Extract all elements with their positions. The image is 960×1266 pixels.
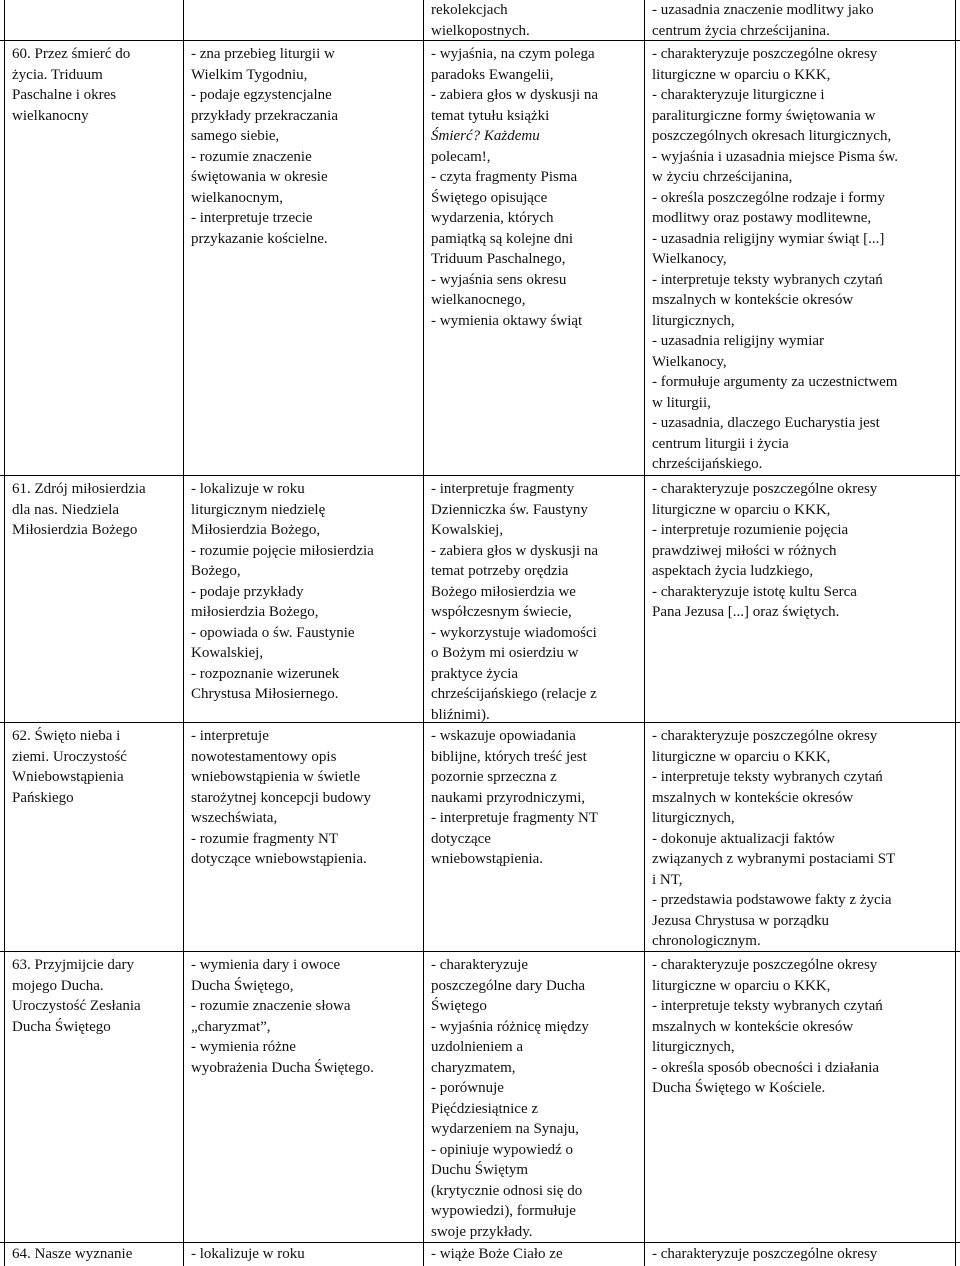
text-line: liturgiczne w oparciu o KKK,	[652, 501, 831, 518]
text-line: ziemi. Uroczystość	[12, 748, 127, 765]
text-line: - opiniuje wypowiedź o	[431, 1141, 574, 1158]
text-line: wniebowstąpienia.	[431, 851, 544, 867]
text-line: (krytycznie odnosi się do	[431, 1182, 583, 1199]
text-line: - wyjaśnia, na czym polega	[431, 46, 595, 62]
text-line: nowotestamentowy opis	[191, 748, 337, 765]
text-line: Wielkanocy,	[652, 251, 727, 267]
text-line: pamiątką są kolejne dni	[431, 230, 574, 247]
text-line: - rozumie fragmenty NT	[191, 830, 339, 847]
text-line: modlitwy oraz postawy modlitewne,	[652, 210, 872, 226]
row-divider	[0, 1242, 960, 1243]
text-line: przykłady przekraczania	[191, 107, 338, 124]
text-line: - lokalizuje w roku	[191, 481, 305, 497]
text-line: - opowiada o św. Faustynie	[191, 624, 355, 641]
text-line: liturgicznych,	[652, 810, 735, 826]
text-line: Triduum Paschalnego,	[431, 251, 566, 267]
text-line: liturgicznym niedzielę	[191, 501, 326, 518]
column-divider	[423, 0, 424, 1266]
text-line: naukami przyrodniczymi,	[431, 789, 586, 806]
text-line: polecam!,	[431, 148, 491, 165]
text-line: 60. Przez śmierć do	[12, 46, 131, 62]
text-line: - zna przebieg liturgii w	[191, 46, 335, 62]
text-line: prawdziwej miłości w różnych	[652, 542, 837, 559]
extended-b-61	[652, 479, 942, 623]
extended-b-63	[652, 955, 942, 1099]
text-line: 61. Zdrój miłosierdzia	[12, 481, 146, 497]
text-line: Bożego,	[191, 563, 241, 579]
text-line: - charakteryzuje poszczególne okresy	[652, 728, 878, 744]
text-line: - charakteryzuje istotę kultu Serca	[652, 583, 857, 600]
topic-60	[12, 44, 178, 126]
text-line: 64. Nasze wyznanie	[12, 1246, 133, 1262]
topic-61	[12, 479, 178, 541]
prev-row-extended-a	[431, 0, 639, 41]
text-line: - lokalizuje w roku	[191, 1246, 305, 1262]
text-line: Wniebowstąpienia	[12, 769, 124, 785]
basic-61	[191, 479, 417, 705]
text-line: centrum życia chrześcijanina.	[652, 22, 830, 39]
text-line: współczesnym świecie,	[431, 604, 572, 620]
text-line: Jezusa Chrystusa w porządku	[652, 912, 830, 929]
text-line: - interpretuje teksty wybranych czytań	[652, 769, 883, 785]
text-line: „charyzmat”,	[191, 1018, 271, 1035]
text-line: - charakteryzuje poszczególne okresy	[652, 957, 878, 973]
text-line: poszczególnych okresach liturgicznych,	[652, 128, 892, 144]
text-line: życia. Triduum	[12, 66, 103, 83]
text-line: mszalnych w kontekście okresów	[652, 292, 854, 308]
extended-a-62	[431, 726, 639, 870]
text-line: - rozpoznanie wizerunek	[191, 665, 340, 682]
text-line: - interpretuje	[191, 728, 269, 744]
text-line: Duchu Świętym	[431, 1162, 529, 1178]
text-line: biblijne, których treść jest	[431, 748, 587, 765]
text-line: - interpretuje trzecie	[191, 210, 313, 226]
column-divider	[4, 0, 5, 1266]
extended-a-63	[431, 955, 639, 1242]
text-line: - określa poszczególne rodzaje i formy	[652, 189, 885, 206]
text-line: charyzmatem,	[431, 1059, 516, 1076]
text-line: paradoks Ewangelii,	[431, 66, 554, 83]
basic-64	[191, 1244, 417, 1265]
text-line: bliźnimi).	[431, 706, 490, 723]
text-line: Kowalskiej,	[431, 522, 504, 538]
text-line: - rozumie znaczenie słowa	[191, 998, 351, 1014]
text-line: starożytnej koncepcji budowy	[191, 789, 371, 806]
text-line: - wymienia dary i owoce	[191, 957, 341, 973]
text-line: liturgicznych,	[652, 312, 735, 329]
text-line: w liturgii,	[652, 394, 711, 411]
text-line: mszalnych w kontekście okresów	[652, 789, 854, 806]
text-line: Wielkim Tygodniu,	[191, 66, 308, 83]
basic-60	[191, 44, 417, 249]
text-line: paraliturgiczne formy świętowania w	[652, 107, 876, 124]
text-line: - zabiera głos w dyskusji na	[431, 542, 599, 559]
text-line: Dzienniczka św. Faustyny	[431, 501, 588, 518]
text-line: chrześcijańskiego.	[652, 456, 763, 472]
text-line: - wyjaśnia i uzasadnia miejsce Pisma św.	[652, 148, 899, 165]
text-line: Pięćdziesiątnice z	[431, 1100, 539, 1117]
text-line: - wiąże Boże Ciało ze	[431, 1246, 563, 1262]
text-line: Świętego opisujące	[431, 189, 548, 206]
text-line: Bożego miłosierdzia we	[431, 583, 576, 600]
text-line: pozornie sprzeczna z	[431, 769, 557, 785]
text-line: - charakteryzuje liturgiczne i	[652, 87, 825, 103]
text-line: liturgicznych,	[652, 1039, 735, 1055]
text-line: - uzasadnia religijny wymiar	[652, 333, 825, 349]
text-line: wypowiedzi), formułuje	[431, 1203, 576, 1219]
text-line: Uroczystość Zesłania	[12, 998, 141, 1014]
text-line: wielkanocnego,	[431, 292, 526, 308]
text-line: centrum liturgii i życia	[652, 435, 789, 452]
column-divider	[644, 0, 645, 1266]
text-line: i NT,	[652, 871, 683, 888]
text-line: mojego Ducha.	[12, 977, 104, 994]
basic-63	[191, 955, 417, 1078]
text-line: - charakteryzuje	[431, 957, 529, 973]
topic-64	[12, 1244, 178, 1265]
text-line: wszechświata,	[191, 810, 278, 826]
text-line: Paschalne i okres	[12, 87, 117, 103]
topic-62	[12, 726, 178, 808]
text-line: Ducha Świętego w Kościele.	[652, 1080, 826, 1096]
text-line: - interpretuje fragmenty	[431, 481, 575, 497]
text-line: w życiu chrześcijanina,	[652, 169, 793, 185]
text-line: - wymienia różne	[191, 1039, 296, 1055]
text-line: - formułuje argumenty za uczestnictwem	[652, 374, 898, 390]
text-line: liturgiczne w oparciu o KKK,	[652, 748, 831, 765]
text-line: liturgiczne w oparciu o KKK,	[652, 66, 831, 83]
row-divider	[0, 475, 960, 476]
book-title-line: Śmierć? Każdemu	[431, 128, 540, 144]
text-line: Ducha Świętego	[12, 1018, 111, 1035]
text-line: 62. Święto nieba i	[12, 728, 121, 744]
text-line: Pana Jezusa [...] oraz świętych.	[652, 604, 840, 620]
text-line: dla nas. Niedziela	[12, 501, 120, 518]
text-line: - czyta fragmenty Pisma	[431, 169, 578, 185]
text-line: Świętego	[431, 998, 487, 1014]
text-line: rekolekcjach	[431, 2, 508, 18]
text-line: wydarzenia, których	[431, 210, 554, 226]
text-line: wydarzeniem na Synaju,	[431, 1121, 579, 1137]
text-line: mszalnych w kontekście okresów	[652, 1018, 854, 1035]
text-line: miłosierdzia Bożego,	[191, 604, 319, 620]
extended-b-62	[652, 726, 942, 952]
text-line: poszczególne dary Ducha	[431, 977, 586, 994]
topic-63	[12, 955, 178, 1037]
text-line: Pańskiego	[12, 789, 74, 806]
column-divider	[183, 0, 184, 1266]
text-line: - uzasadnia, dlaczego Eucharystia jest	[652, 415, 880, 431]
text-line: wielkanocny	[12, 107, 89, 124]
extended-a-60	[431, 44, 639, 331]
text-line: - uzasadnia znaczenie modlitwy jako	[652, 2, 874, 18]
text-line: o Bożym mi osierdziu w	[431, 645, 579, 661]
text-line: - rozumie pojęcie miłosierdzia	[191, 542, 374, 559]
text-line: praktyce życia	[431, 665, 519, 682]
text-line: wyobrażenia Ducha Świętego.	[191, 1059, 374, 1076]
text-line: - określa sposób obecności i działania	[652, 1059, 880, 1076]
text-line: - przedstawia podstawowe fakty z życia	[652, 892, 892, 908]
text-line: - podaje egzystencjalne	[191, 87, 332, 103]
text-line: wielkanocnym,	[191, 189, 284, 206]
text-line: - interpretuje rozumienie pojęcia	[652, 522, 849, 538]
prev-row-extended-b	[652, 0, 942, 41]
text-line: - charakteryzuje poszczególne okresy	[652, 481, 878, 497]
text-line: przykazanie kościelne.	[191, 230, 328, 247]
text-line: liturgiczne w oparciu o KKK,	[652, 977, 831, 994]
extended-b-64	[652, 1244, 942, 1265]
text-line: temat tytułu książki	[431, 107, 550, 124]
text-line: - uzasadnia religijny wymiar świąt [...]	[652, 230, 885, 247]
text-line: Kowalskiej,	[191, 645, 264, 661]
text-line: - wykorzystuje wiadomości	[431, 624, 597, 641]
extended-a-61	[431, 479, 639, 725]
text-line: - interpretuje fragmenty NT	[431, 810, 599, 826]
text-line: Miłosierdzia Bożego,	[191, 522, 321, 538]
text-line: swoje przykłady.	[431, 1223, 533, 1240]
text-line: Miłosierdzia Bożego	[12, 522, 138, 538]
text-line: wielkopostnych.	[431, 22, 530, 39]
text-line: aspektach życia ludzkiego,	[652, 563, 814, 579]
text-line: - wskazuje opowiadania	[431, 728, 576, 744]
text-line: - wymienia oktawy świąt	[431, 312, 583, 329]
text-line: - wyjaśnia sens okresu	[431, 271, 567, 288]
text-line: Wielkanocy,	[652, 353, 727, 370]
text-line: temat potrzeby orędzia	[431, 563, 569, 579]
text-line: - interpretuje teksty wybranych czytań	[652, 271, 883, 288]
text-line: Chrystusa Miłosiernego.	[191, 686, 339, 702]
text-line: uzdolnieniem a	[431, 1039, 524, 1055]
extended-a-64	[431, 1244, 639, 1265]
text-line: chronologicznym.	[652, 933, 761, 949]
extended-b-60	[652, 44, 942, 475]
text-line: - zabiera głos w dyskusji na	[431, 87, 599, 103]
text-line: związanych z wybranymi postaciami ST	[652, 851, 896, 867]
text-line: - charakteryzuje poszczególne okresy	[652, 1246, 878, 1262]
text-line: dotyczące	[431, 830, 491, 847]
text-line: - charakteryzuje poszczególne okresy	[652, 46, 878, 62]
text-line: - interpretuje teksty wybranych czytań	[652, 998, 883, 1014]
text-line: dotyczące wniebowstąpienia.	[191, 851, 367, 867]
text-line: - porównuje	[431, 1080, 504, 1096]
text-line: - podaje przykłady	[191, 583, 304, 600]
text-line: Ducha Świętego,	[191, 977, 294, 994]
text-line: świętowania w okresie	[191, 169, 328, 185]
text-line: - rozumie znaczenie	[191, 148, 312, 165]
text-line: chrześcijańskiego (relacje z	[431, 686, 597, 702]
basic-62	[191, 726, 417, 870]
text-line: 63. Przyjmijcie dary	[12, 957, 135, 973]
text-line: wniebowstąpienia w świetle	[191, 769, 361, 785]
column-divider	[955, 0, 956, 1266]
text-line: samego siebie,	[191, 128, 280, 144]
text-line: - wyjaśnia różnicę między	[431, 1018, 589, 1035]
text-line: - dokonuje aktualizacji faktów	[652, 830, 835, 847]
